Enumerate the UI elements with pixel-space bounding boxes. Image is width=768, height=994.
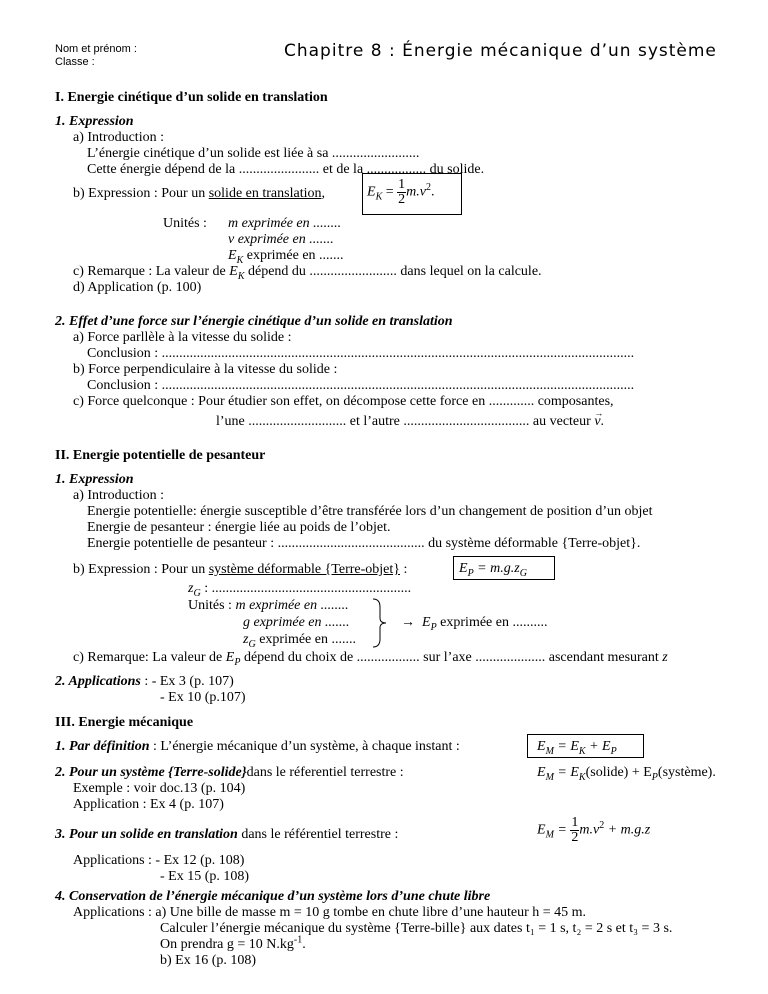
s1-unit-ek-sub: K	[236, 254, 244, 266]
s2-unit-zg	[243, 631, 356, 648]
s1-unit-ek-sym: E	[228, 248, 237, 263]
s1-p2-b-concl: Conclusion : .......................................................................................................................................	[87, 378, 635, 393]
s1-unit-m: m exprimée en ........	[228, 216, 342, 231]
s3-p4-line3-end: .	[302, 937, 306, 952]
em3-frac	[570, 816, 579, 845]
s2-b-suffix: :	[400, 562, 408, 577]
s2-p1-title: 1. Expression	[55, 472, 134, 487]
s2-b-line	[73, 561, 407, 578]
ek-rhs: m.v	[406, 184, 426, 200]
section-3-title: III. Energie mécanique	[55, 715, 194, 730]
ek-num: 1	[398, 177, 406, 192]
s3-p3-app1: Applications : - Ex 12 (p. 108)	[73, 853, 245, 868]
s3-p1-line	[55, 738, 460, 755]
s1-p2-c2-text: l’une ............................ et l’autre .................................... au vecteur	[216, 414, 591, 429]
s1-d-line: d) Application (p. 100)	[73, 280, 202, 295]
s2-p2-ex1: : - Ex 3 (p. 107)	[140, 674, 234, 689]
s1-a-line1: L’énergie cinétique d’un solide est liée à sa .........................	[87, 146, 420, 161]
s2-units-row1	[188, 597, 349, 614]
s2-a-label: a) Introduction :	[73, 488, 164, 503]
name-label: Nom et prénom :	[55, 43, 137, 55]
arrow-right-icon: →	[401, 615, 415, 630]
s2-unit-zg-sym: z	[243, 632, 249, 647]
em2-mid2: (solide) + E	[585, 765, 652, 780]
section-1-title: I. Energie cinétique d’un solide en translation	[55, 90, 328, 105]
ep-lhs-sub: P	[467, 567, 474, 579]
s3-p1-text: : L’énergie mécanique d’un système, à chaque instant :	[149, 739, 460, 754]
s3-p4-title: 4. Conservation de l’énergie mécanique d’un système lors d’une chute libre	[55, 889, 491, 904]
s2-zg-line	[188, 580, 411, 597]
s1-unit-v: v exprimée en .......	[228, 232, 334, 247]
em2-sub2: K	[578, 771, 586, 783]
s2-unit-g: g exprimée en .......	[243, 615, 350, 630]
em3-eq: =	[553, 822, 571, 838]
s2-ep-units	[401, 614, 547, 631]
s1-p2-b: b) Force perpendiculaire à la vitesse du solide :	[73, 362, 338, 377]
s2-c-suffix: dépend du choix de .................. sur l’axe .................... ascendant mesurant	[240, 650, 663, 665]
page-title: Chapitre 8 : Énergie mécanique d’un système	[284, 41, 717, 61]
ek-eq: =	[385, 184, 394, 200]
s1-c-sym: E	[229, 264, 238, 279]
curly-brace-icon	[372, 597, 388, 649]
s2-units-label: Unités :	[188, 598, 232, 613]
s2-p2-line1	[55, 673, 234, 690]
ep-rhs: = m.g.z	[473, 561, 520, 576]
s2-unit-m: m exprimée en ........	[235, 598, 349, 613]
s2-ep-sym: E	[422, 615, 431, 630]
em-mid1: = E	[553, 739, 579, 754]
em3-sup: 2	[599, 820, 605, 832]
s1-p2-a-concl: Conclusion : .......................................................................................................................................	[87, 346, 635, 361]
em-sub2: K	[578, 745, 586, 757]
s3-p2-application: Application : Ex 4 (p. 107)	[73, 797, 224, 812]
ep-lhs: E	[459, 561, 468, 576]
s3-p4-line3-text: On prendra g = 10 N.kg	[160, 937, 294, 952]
s2-a-line1: Energie potentielle: énergie susceptible d’être transférée lors d’un changement de position d’un objet	[87, 504, 653, 519]
ek-lhs: E	[367, 184, 376, 200]
s1-c-line	[73, 263, 542, 280]
s1-units-label: Unités :	[163, 216, 207, 231]
s2-ep-sub: P	[430, 621, 437, 633]
em-formula	[537, 738, 617, 755]
s3-p4-line3-sup: -1	[293, 934, 303, 946]
s1-c-prefix: c) Remarque : La valeur de	[73, 264, 230, 279]
s2-c-z: z	[662, 650, 668, 665]
s3-p4-line4: b) Ex 16 (p. 108)	[160, 953, 257, 968]
em-sub: M	[545, 745, 554, 757]
section-2-title: II. Energie potentielle de pesanteur	[55, 448, 266, 463]
em3-lhs: E	[537, 822, 546, 838]
s1-c-suffix: dépend du ......................... dans lequel on la calcule.	[244, 264, 542, 279]
s1-a-label: a) Introduction :	[73, 130, 164, 145]
vector-v	[594, 408, 604, 429]
s3-p3-title: 3. Pour un solide en translation	[55, 827, 238, 842]
s2-c-sym: E	[225, 650, 235, 665]
s2-a-line3: Energie potentielle de pesanteur : .......................................... du système déformable {Terre-objet}.	[87, 536, 641, 551]
em3-num: 1	[571, 815, 579, 830]
em-mid2: + E	[585, 739, 611, 754]
zg-sub: G	[193, 587, 201, 599]
zg-sym: z	[188, 581, 194, 596]
s2-unit-zg-text: exprimée en .......	[259, 632, 356, 647]
s3-p4-line1: Applications : a) Une bille de masse m = 10 g tombe en chute libre d’une hauteur h = 45 m.	[73, 905, 587, 920]
s1-a-line2: Cette énergie dépend de la ....................... et de la ................. du solide.	[87, 162, 485, 177]
ep-formula	[459, 560, 527, 577]
em-sub3: P	[610, 745, 617, 757]
s2-c-prefix: c) Remarque: La valeur de	[73, 650, 226, 665]
em2-sub3: P	[651, 771, 658, 783]
s3-p1-title: 1. Par définition	[55, 739, 150, 754]
s1-p2-title: 2. Effet d’une force sur l’énergie cinétique d’un solide en translation	[55, 314, 453, 329]
s1-b-prefix: b) Expression : Pour un	[73, 186, 209, 201]
s2-p2-line2: - Ex 10 (p.107)	[160, 690, 246, 705]
em3-den: 2	[571, 830, 579, 845]
s1-b-underlined: solide en translation	[208, 186, 322, 201]
class-label: Classe :	[55, 56, 95, 68]
ek-end: .	[430, 184, 435, 200]
vector-arrow-icon: →	[594, 408, 604, 418]
s2-c-sub: P	[234, 656, 241, 668]
s2-ep-units-text: exprimée en ..........	[436, 615, 548, 630]
zg-text: : .........................................................	[204, 581, 412, 596]
s3-p2-title: 2. Pour un système {Terre-solide}	[55, 765, 247, 780]
ek-den: 2	[398, 192, 406, 207]
s3-p2-example: Exemple : voir doc.13 (p. 104)	[73, 781, 246, 796]
em-formula-2	[537, 764, 716, 781]
s1-c-sub: K	[237, 270, 245, 282]
s1-unit-ek-text: exprimée en .......	[246, 248, 344, 263]
s1-p2-c: c) Force quelconque : Pour étudier son effet, on décompose cette force en ............. composantes,	[73, 394, 614, 409]
em3-lhs-sub: M	[545, 829, 554, 841]
em-formula-3	[537, 816, 650, 845]
s1-p2-c2-end: .	[600, 414, 605, 429]
s2-b-prefix: b) Expression : Pour un	[73, 562, 209, 577]
em-sym: E	[537, 739, 546, 754]
em3-rhs: m.v	[579, 822, 600, 838]
ek-rhs-sup: 2	[425, 182, 431, 194]
s3-p4-line2: Calculer l’énergie mécanique du système {Terre-bille} aux dates t₁ = 1 s, t₂ = 2 s et t₃ = 3 s.	[160, 921, 673, 936]
em3-end: + m.g.z	[604, 822, 651, 838]
s2-unit-zg-sub: G	[248, 638, 256, 650]
ek-lhs-sub: K	[375, 191, 383, 203]
ep-rhs-sub: G	[519, 567, 527, 579]
s3-p2-line	[55, 764, 404, 781]
s3-p3-line	[55, 826, 398, 843]
s3-p3-text: dans le référentiel terrestre :	[237, 827, 399, 842]
em2-mid1: = E	[553, 765, 579, 780]
s2-b-underlined: système déformable {Terre-objet}	[208, 562, 400, 577]
s2-p2-title: 2. Applications	[55, 674, 141, 689]
s3-p2-text: dans le réferentiel terrestre :	[246, 765, 404, 780]
s1-p2-c2	[216, 408, 605, 430]
ek-frac	[397, 178, 406, 207]
em2-sym: E	[537, 765, 546, 780]
s1-b-line	[73, 185, 325, 202]
ek-formula	[367, 178, 434, 207]
vector-v-letter: v	[594, 414, 601, 429]
s3-p4-line3	[160, 936, 306, 953]
s2-c-line	[73, 649, 668, 666]
s1-b-suffix: ,	[321, 186, 325, 201]
s3-p3-app2: - Ex 15 (p. 108)	[160, 869, 250, 884]
s1-p2-a: a) Force parllèle à la vitesse du solide :	[73, 330, 292, 345]
s1-p1-title: 1. Expression	[55, 114, 134, 129]
em2-sub1: M	[545, 771, 554, 783]
s2-a-line2: Energie de pesanteur : énergie liée au poids de l’objet.	[87, 520, 391, 535]
em2-end: (système).	[657, 765, 716, 780]
s1-unit-ek	[228, 247, 344, 264]
